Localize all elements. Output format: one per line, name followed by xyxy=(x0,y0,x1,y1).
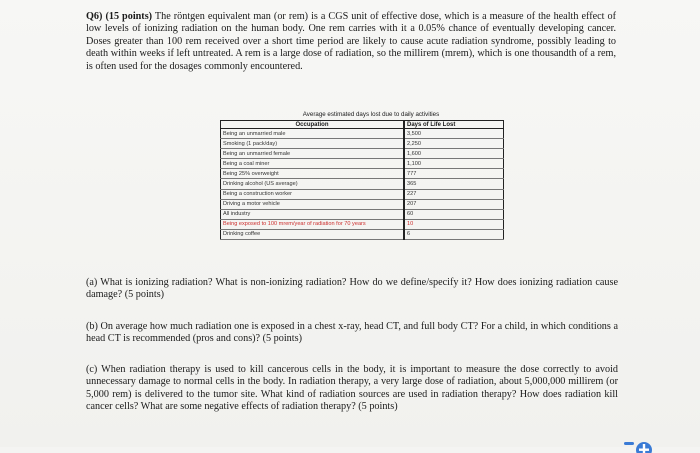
days-cell: 60 xyxy=(404,209,504,219)
occupation-cell: Being a coal miner xyxy=(221,159,405,169)
table-row xyxy=(221,169,504,179)
table-row xyxy=(221,229,504,239)
days-cell: 1,600 xyxy=(404,149,504,159)
table-row xyxy=(221,149,504,159)
days-cell: 365 xyxy=(404,179,504,189)
table-row xyxy=(221,139,504,149)
table-row xyxy=(221,189,504,199)
table-row xyxy=(221,209,504,219)
occupation-cell: Being 25% overweight xyxy=(221,169,405,179)
days-cell: 6 xyxy=(404,229,504,239)
table-row xyxy=(221,159,504,169)
table-row xyxy=(221,129,504,139)
occupation-cell: Being exposed to 100 mrem/year of radiation for 70 years xyxy=(221,219,405,229)
question-part-a: (a) What is ionizing radiation? What is non-ionizing radiation? How do we define/specify it? How does ionizing radiation cause damage? (5 points) xyxy=(86,277,618,301)
occupation-cell: Being an unmarried female xyxy=(221,149,405,159)
table-row-highlighted xyxy=(221,219,504,229)
add-button-icon[interactable] xyxy=(624,439,652,453)
occupation-cell: Smoking (1 pack/day) xyxy=(221,139,405,149)
occupation-cell: Being a construction worker xyxy=(221,189,405,199)
days-header: Days of Life Lost xyxy=(404,121,504,129)
question-label: Q6) xyxy=(86,11,103,22)
occupation-cell: All industry xyxy=(221,209,405,219)
occupation-cell: Driving a motor vehicle xyxy=(221,199,405,209)
days-lost-table-container xyxy=(220,111,510,240)
question-intro xyxy=(86,11,616,73)
days-cell: 10 xyxy=(404,219,504,229)
days-cell: 777 xyxy=(404,169,504,179)
days-cell: 227 xyxy=(404,189,504,199)
question-text: The röntgen equivalent man (or rem) is a CGS unit of effective dose, which is a measure of the health effect of low levels of ionizing radiation on the human body. One rem carries with it a 0.05% chance of eventually developing cancer. Doses greater than 100 rem received over a short time period are likely to cause acute radiation syndrome, possibly leading to death within weeks if left untreated. A rem is a large dose of radiation, so the millirem (mrem), which is one thousandth of a rem, is often used for the dosages commonly encountered. xyxy=(86,11,616,72)
days-cell: 1,100 xyxy=(404,159,504,169)
occupation-cell: Drinking alcohol (US average) xyxy=(221,179,405,189)
table-row xyxy=(221,199,504,209)
table-row xyxy=(221,179,504,189)
days-lost-table xyxy=(220,120,504,240)
days-cell: 207 xyxy=(404,199,504,209)
question-points: (15 points) xyxy=(105,11,153,22)
table-caption: Average estimated days lost due to daily activities xyxy=(302,111,440,118)
question-part-c: (c) When radiation therapy is used to kill cancerous cells in the body, it is important to measure the dose correctly to avoid unnecessary damage to normal cells in the body. In radiation therapy, a very large dose of radiation, about 5,000,000 millirem (or 5,000 rem) is delivered to the tumor site. What kind of radiation sources are used in radiation therapy? How does radiation kill cancer cells? What are some negative effects of radiation therapy? (5 points) xyxy=(86,364,618,413)
occupation-cell: Drinking coffee xyxy=(221,229,405,239)
days-cell: 3,500 xyxy=(404,129,504,139)
occupation-header: Occupation xyxy=(221,121,405,129)
table-header-row xyxy=(221,121,504,129)
occupation-cell: Being an unmarried male xyxy=(221,129,405,139)
days-cell: 2,250 xyxy=(404,139,504,149)
question-part-b: (b) On average how much radiation one is exposed in a chest x-ray, head CT, and full body CT? For a child, in which conditions a head CT is recommended (pros and cons)? (5 points) xyxy=(86,321,618,345)
